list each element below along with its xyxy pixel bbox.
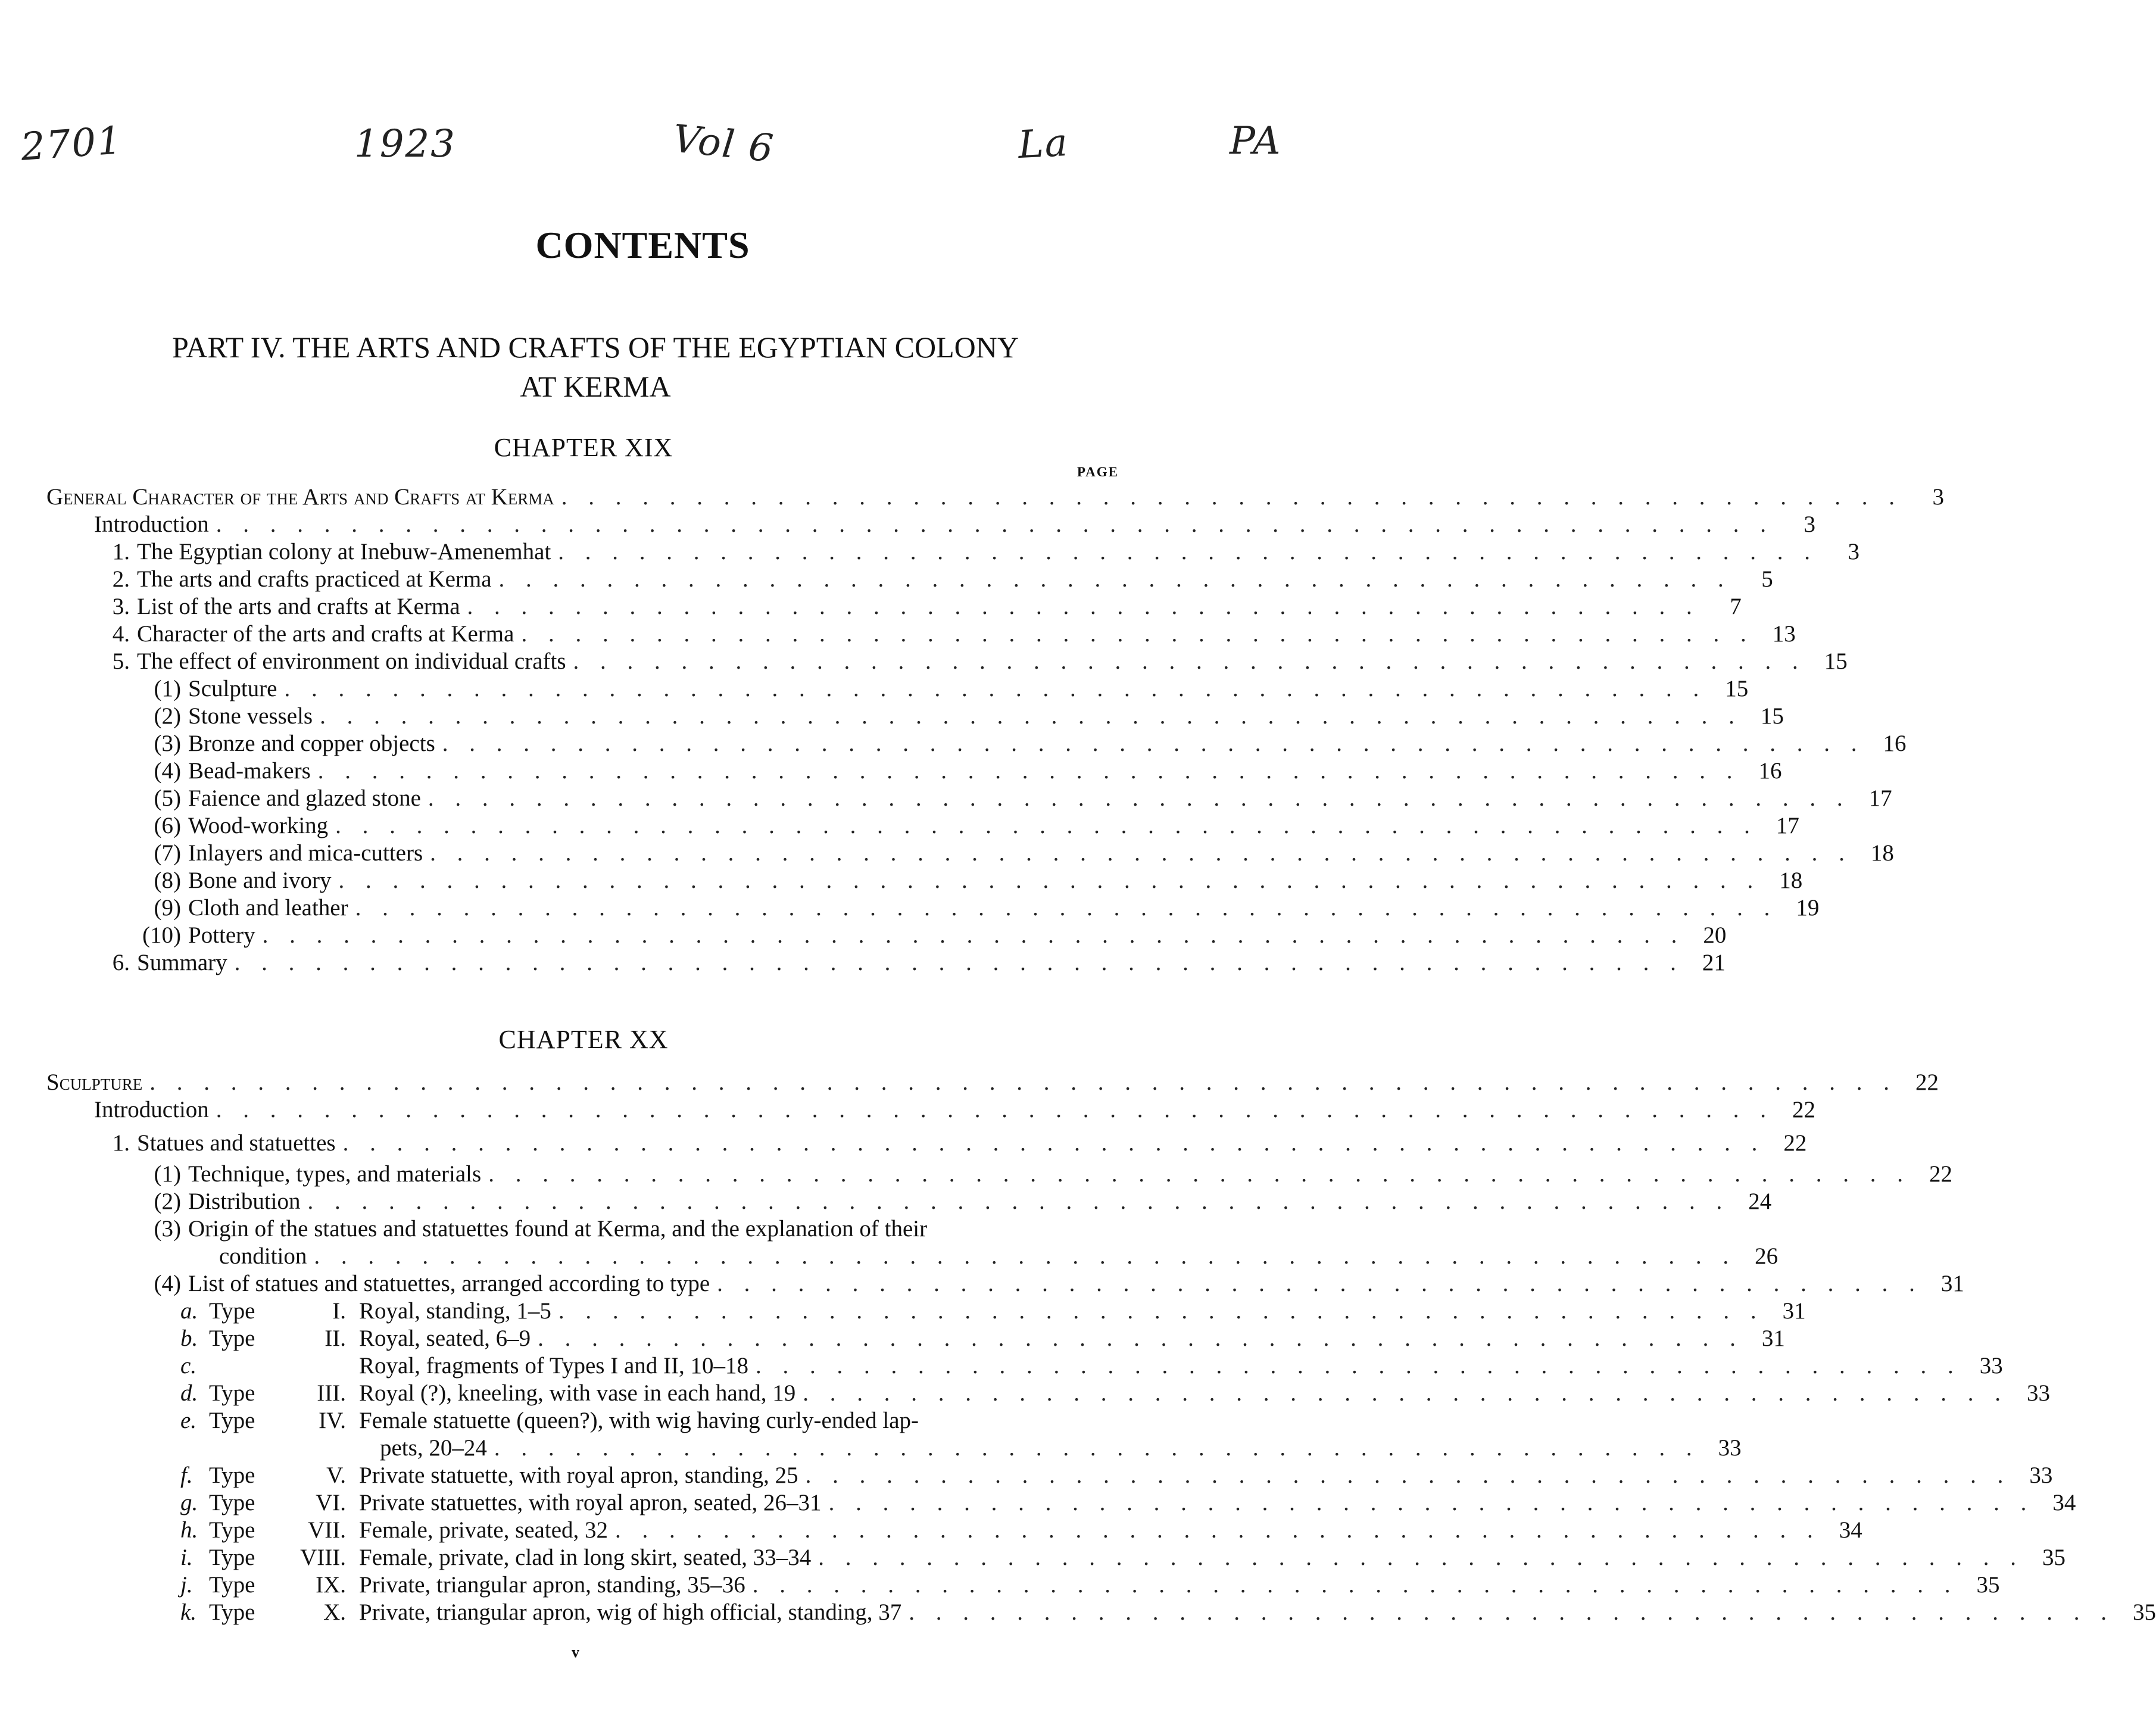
toc-entry[interactable]: 6. Summary . . . . . . . . . . . . . . . . . . . . . . . . . . . . . . . . . . . . . . . . . . . . . . . . . . . . . . 21 bbox=[46, 949, 1127, 977]
toc-entry[interactable]: (10) Pottery . . . . . . . . . . . . . . . . . . . . . . . . . . . . . . . . . . . . . . . . . . . . . . . . . . . . . 20 bbox=[46, 922, 1127, 949]
toc-page: 16 bbox=[1758, 758, 1782, 784]
toc-page: 17 bbox=[1868, 785, 1892, 811]
toc-number: (4) bbox=[154, 1271, 181, 1296]
toc-label: Private statuette, with royal apron, standing, 25 bbox=[359, 1462, 798, 1488]
toc-entry[interactable]: 2. The arts and crafts practiced at Kerma . . . . . . . . . . . . . . . . . . . . . . . . . . . . . . . . . . . . . . . . . . . . . . 5 bbox=[46, 566, 1127, 593]
toc-page: 15 bbox=[1725, 676, 1749, 701]
chapter-heading: CHAPTER XX bbox=[498, 1025, 669, 1054]
toc-page: 35 bbox=[1976, 1572, 2000, 1598]
toc-label: Sculpture bbox=[188, 676, 277, 701]
part-heading bbox=[60, 328, 1131, 406]
toc-type-word: Type bbox=[209, 1408, 255, 1433]
toc-type-word: Type bbox=[209, 1490, 255, 1515]
handwritten-volume: Vol 6 bbox=[670, 117, 776, 171]
toc-number: (4) bbox=[154, 758, 181, 784]
toc-type-word: Type bbox=[209, 1326, 255, 1351]
toc-entry[interactable]: (5) Faience and glazed stone . . . . . . . . . . . . . . . . . . . . . . . . . . . . . . . . . . . . . . . . . . . . . . . . . . . . . 17 bbox=[46, 785, 1127, 812]
toc-entry[interactable]: b. Type II. Royal, seated, 6–9 . . . . . . . . . . . . . . . . . . . . . . . . . . . . . . . . . . . . . . . . . . . . . 31 bbox=[180, 1326, 1785, 1351]
toc-type-word: Type bbox=[209, 1572, 255, 1598]
toc-label: Bead-makers bbox=[188, 758, 311, 784]
toc-page: 21 bbox=[1702, 950, 1726, 975]
toc-page: 5 bbox=[1761, 566, 1773, 592]
toc-number: 3. bbox=[112, 594, 130, 619]
toc-letter: g. bbox=[180, 1490, 198, 1515]
toc-label: Bone and ivory bbox=[188, 868, 332, 893]
toc-label: Private statuettes, with royal apron, seated, 26–31 bbox=[359, 1490, 822, 1515]
toc-entry[interactable]: g. Type VI. Private statuettes, with royal apron, seated, 26–31 . . . . . . . . . . . . . . . . . . . . . . . . . . . . . . . . . . . . . . . . . . . . . 34 bbox=[180, 1490, 2076, 1515]
toc-number: (1) bbox=[154, 1161, 181, 1187]
toc-number: (7) bbox=[154, 840, 181, 866]
part-heading-line2: AT KERMA bbox=[520, 370, 671, 403]
toc-type-number: X. bbox=[323, 1599, 346, 1625]
toc-page: 31 bbox=[1782, 1298, 1806, 1324]
toc-number: (8) bbox=[154, 868, 181, 893]
toc-page: 13 bbox=[1772, 621, 1796, 647]
handwritten-note: La bbox=[1017, 120, 1070, 168]
toc-number: (2) bbox=[154, 1189, 181, 1214]
toc-entry[interactable]: General Character of the Arts and Crafts at Kerma . . . . . . . . . . . . . . . . . . . . . . . . . . . . . . . . . . . . . . . . . . . . . . . . . . 3 bbox=[46, 484, 1945, 510]
page-title: CONTENTS bbox=[535, 224, 750, 266]
toc-page: 31 bbox=[1761, 1326, 1785, 1351]
toc-page: 35 bbox=[2042, 1545, 2065, 1570]
handwritten-note: 2701 bbox=[19, 118, 124, 170]
handwritten-year: 1923 bbox=[354, 122, 456, 166]
toc-entry[interactable]: (7) Inlayers and mica-cutters . . . . . . . . . . . . . . . . . . . . . . . . . . . . . . . . . . . . . . . . . . . . . . . . . . . . . 18 bbox=[46, 840, 1127, 867]
toc-number: (3) bbox=[154, 1216, 181, 1242]
toc-label: Private, triangular apron, standing, 35–36 bbox=[359, 1572, 745, 1598]
page-column-header: PAGE bbox=[1077, 464, 1119, 479]
toc-entry[interactable]: a. Type I. Royal, standing, 1–5 . . . . . . . . . . . . . . . . . . . . . . . . . . . . . . . . . . . . . . . . . . . . . 31 bbox=[180, 1298, 1806, 1324]
toc-label: Female statuette (queen?), with wig having curly-ended lap- bbox=[359, 1408, 919, 1433]
toc-entry[interactable]: i. Type VIII. Female, private, clad in long skirt, seated, 33–34 . . . . . . . . . . . . . . . . . . . . . . . . . . . . . . . . . . . . . . . . . . . . . 35 bbox=[180, 1545, 2065, 1570]
toc-type-number: II. bbox=[325, 1326, 346, 1351]
toc-label: Faience and glazed stone bbox=[188, 785, 421, 811]
toc-entry[interactable]: f. Type V. Private statuette, with royal apron, standing, 25 . . . . . . . . . . . . . . . . . . . . . . . . . . . . . . . . . . . . . . . . . . . . . 33 bbox=[180, 1462, 2053, 1488]
toc-number: 6. bbox=[112, 950, 130, 975]
toc-letter: k. bbox=[180, 1599, 197, 1625]
handwritten-note: PA bbox=[1230, 119, 1282, 163]
toc-label: General Character of the Arts and Crafts at Kerma bbox=[46, 484, 554, 510]
toc-label: Royal, standing, 1–5 bbox=[359, 1298, 551, 1324]
toc-letter: j. bbox=[180, 1572, 193, 1598]
toc-entry[interactable]: (1) Technique, types, and materials . . . . . . . . . . . . . . . . . . . . . . . . . . . . . . . . . . . . . . . . . . . . . . . . . . . . . 22 bbox=[46, 1161, 1127, 1188]
toc-page: 33 bbox=[2029, 1462, 2053, 1488]
toc-label: List of statues and statuettes, arranged according to type bbox=[188, 1271, 710, 1296]
toc-page: 18 bbox=[1870, 840, 1894, 866]
toc-chapter-19 bbox=[46, 484, 1945, 977]
toc-page: 20 bbox=[1703, 922, 1727, 948]
toc-page: 22 bbox=[1783, 1130, 1807, 1156]
toc-letter: h. bbox=[180, 1517, 198, 1543]
toc-entry[interactable]: c. Royal, fragments of Types I and II, 10–18 . . . . . . . . . . . . . . . . . . . . . . . . . . . . . . . . . . . . . . . . . . . . . 33 bbox=[180, 1353, 2003, 1379]
toc-entry[interactable]: (2) Distribution . . . . . . . . . . . . . . . . . . . . . . . . . . . . . . . . . . . . . . . . . . . . . . . . . . . . . 24 bbox=[46, 1188, 1127, 1215]
toc-page: 22 bbox=[1792, 1097, 1816, 1122]
toc-label: Bronze and copper objects bbox=[188, 731, 435, 756]
toc-type-word: Type bbox=[209, 1599, 255, 1625]
toc-entry[interactable]: (1) Sculpture . . . . . . . . . . . . . . . . . . . . . . . . . . . . . . . . . . . . . . . . . . . . . . . . . . . . . 15 bbox=[46, 675, 1127, 703]
toc-entry[interactable]: 1. The Egyptian colony at Inebuw-Amenemhat . . . . . . . . . . . . . . . . . . . . . . . . . . . . . . . . . . . . . . . . . . . . . . . 3 bbox=[46, 538, 1127, 566]
toc-type-number: VII. bbox=[308, 1517, 346, 1543]
toc-label: Introduction bbox=[94, 1097, 209, 1122]
toc-page: 33 bbox=[2026, 1380, 2050, 1406]
toc-label: Technique, types, and materials bbox=[188, 1161, 482, 1187]
toc-number: 1. bbox=[112, 539, 130, 565]
toc-letter: b. bbox=[180, 1326, 198, 1351]
toc-page: 15 bbox=[1824, 648, 1848, 674]
toc-number: (2) bbox=[154, 703, 181, 729]
toc-label: Female, private, seated, 32 bbox=[359, 1517, 609, 1543]
toc-number: (3) bbox=[154, 731, 181, 756]
toc-entry-continuation[interactable]: pets, 20–24 . . . . . . . . . . . . . . . . . . . . . . . . . . . . . . . . . . . . . . . . . . . . . 33 bbox=[380, 1435, 1742, 1461]
toc-entry[interactable]: (2) Stone vessels . . . . . . . . . . . . . . . . . . . . . . . . . . . . . . . . . . . . . . . . . . . . . . . . . . . . . 15 bbox=[46, 703, 1127, 730]
toc-number: (5) bbox=[154, 785, 181, 811]
toc-label: Distribution bbox=[188, 1189, 301, 1214]
toc-type-word: Type bbox=[209, 1462, 255, 1488]
toc-label: Female, private, clad in long skirt, seated, 33–34 bbox=[359, 1545, 812, 1570]
toc-entry[interactable]: Introduction . . . . . . . . . . . . . . . . . . . . . . . . . . . . . . . . . . . . . . . . . . . . . . . . . . . . . . . . . . 22 bbox=[94, 1097, 1816, 1122]
toc-entry[interactable]: (6) Wood-working . . . . . . . . . . . . . . . . . . . . . . . . . . . . . . . . . . . . . . . . . . . . . . . . . . . . . 17 bbox=[46, 812, 1127, 840]
toc-page: 35 bbox=[2133, 1599, 2156, 1625]
toc-chapter-20 bbox=[46, 1069, 2156, 1626]
page-number-mark: v bbox=[572, 1643, 579, 1661]
toc-number: (6) bbox=[154, 813, 181, 838]
toc-entry-continuation[interactable]: condition . . . . . . . . . . . . . . . . . . . . . . . . . . . . . . . . . . . . . . . . . . . . . . . . . . . . . 26 bbox=[219, 1243, 1779, 1269]
toc-label: Royal (?), kneeling, with vase in each hand, 19 bbox=[359, 1380, 796, 1406]
toc-entry[interactable]: k. Type X. Private, triangular apron, wig of high official, standing, 37 . . . . . . . . . . . . . . . . . . . . . . . . . . . . . . . . . . . . . . . . . . . . . 35 bbox=[180, 1599, 2156, 1625]
toc-entry[interactable]: (4) List of statues and statuettes, arranged according to type . . . . . . . . . . . . . . . . . . . . . . . . . . . . . . . . . . . . . . . . . . . . . 31 bbox=[46, 1270, 1127, 1298]
toc-number: 2. bbox=[112, 566, 130, 592]
toc-label: Introduction bbox=[94, 512, 209, 537]
toc-type-number: VI. bbox=[316, 1490, 346, 1515]
toc-number: (10) bbox=[142, 922, 181, 948]
toc-label: pets, 20–24 bbox=[380, 1435, 487, 1461]
toc-page: 33 bbox=[1718, 1435, 1742, 1461]
toc-number: 4. bbox=[112, 621, 130, 647]
toc-page: 19 bbox=[1796, 895, 1820, 921]
toc-page: 31 bbox=[1940, 1271, 1964, 1296]
toc-entry[interactable]: Sculpture . . . . . . . . . . . . . . . . . . . . . . . . . . . . . . . . . . . . . . . . . . . . . . . . . . . . . . . . . . . . . . . . . 22 bbox=[46, 1069, 1939, 1095]
toc-label: Wood-working bbox=[188, 813, 329, 838]
toc-page: 34 bbox=[1839, 1517, 1862, 1543]
toc-type-word: Type bbox=[209, 1517, 255, 1543]
toc-page: 24 bbox=[1748, 1189, 1772, 1214]
toc-page: 7 bbox=[1730, 594, 1742, 619]
toc-page: 34 bbox=[2052, 1490, 2076, 1515]
toc-entry[interactable] bbox=[46, 1407, 1127, 1434]
toc-entry[interactable]: 1. Statues and statuettes . . . . . . . . . . . . . . . . . . . . . . . . . . . . . . . . . . . . . . . . . . . . . . . . . . . . . 22 bbox=[46, 1130, 1127, 1161]
toc-label: Origin of the statues and statuettes found at Kerma, and the explanation of their bbox=[188, 1216, 928, 1242]
toc-letter: i. bbox=[180, 1545, 193, 1570]
toc-entry[interactable]: 4. Character of the arts and crafts at Kerma . . . . . . . . . . . . . . . . . . . . . . . . . . . . . . . . . . . . . . . . . . . . . . 13 bbox=[46, 620, 1127, 648]
toc-letter: c. bbox=[180, 1353, 197, 1379]
toc-label: Royal, fragments of Types I and II, 10–18 bbox=[359, 1353, 748, 1379]
toc-label: Character of the arts and crafts at Kerma bbox=[137, 621, 514, 647]
toc-type-number: IV. bbox=[319, 1408, 346, 1433]
toc-number: 5. bbox=[112, 648, 130, 674]
toc-label: The Egyptian colony at Inebuw-Amenemhat bbox=[137, 539, 551, 565]
toc-label: The effect of environment on individual crafts bbox=[137, 648, 566, 674]
toc-label: Inlayers and mica-cutters bbox=[188, 840, 423, 866]
toc-letter: e. bbox=[180, 1408, 197, 1433]
toc-type-number: I. bbox=[332, 1298, 346, 1324]
toc-entry[interactable]: d. Type III. Royal (?), kneeling, with vase in each hand, 19 . . . . . . . . . . . . . . . . . . . . . . . . . . . . . . . . . . . . . . . . . . . . . 33 bbox=[180, 1380, 2050, 1406]
toc-entry[interactable]: (4) Bead-makers . . . . . . . . . . . . . . . . . . . . . . . . . . . . . . . . . . . . . . . . . . . . . . . . . . . . . 16 bbox=[46, 757, 1127, 785]
toc-type-number: VIII. bbox=[300, 1545, 346, 1570]
part-heading-line1: PART IV. THE ARTS AND CRAFTS OF THE EGYPTIAN COLONY bbox=[172, 330, 1019, 364]
toc-type-word: Type bbox=[209, 1380, 255, 1406]
toc-page: 3 bbox=[1804, 512, 1816, 537]
toc-label: Sculpture bbox=[46, 1069, 143, 1095]
toc-label: Summary bbox=[137, 950, 227, 975]
toc-entry[interactable]: 5. The effect of environment on individual crafts . . . . . . . . . . . . . . . . . . . . . . . . . . . . . . . . . . . . . . . . . . . . . . 15 bbox=[46, 648, 1127, 675]
toc-entry[interactable]: h. Type VII. Female, private, seated, 32 . . . . . . . . . . . . . . . . . . . . . . . . . . . . . . . . . . . . . . . . . . . . . 34 bbox=[180, 1517, 1862, 1543]
toc-entry[interactable]: (8) Bone and ivory . . . . . . . . . . . . . . . . . . . . . . . . . . . . . . . . . . . . . . . . . . . . . . . . . . . . . 18 bbox=[46, 867, 1127, 894]
toc-entry[interactable]: 3. List of the arts and crafts at Kerma . . . . . . . . . . . . . . . . . . . . . . . . . . . . . . . . . . . . . . . . . . . . . . 7 bbox=[46, 593, 1127, 620]
toc-type-word: Type bbox=[209, 1545, 255, 1570]
toc-page: 22 bbox=[1929, 1161, 1952, 1187]
toc-number: (9) bbox=[154, 895, 181, 921]
toc-page: 33 bbox=[1979, 1353, 2003, 1379]
toc-type-word: Type bbox=[209, 1298, 255, 1324]
toc-label: Private, triangular apron, wig of high official, standing, 37 bbox=[359, 1599, 902, 1625]
toc-label: The arts and crafts practiced at Kerma bbox=[137, 566, 492, 592]
toc-entry[interactable] bbox=[46, 1215, 1127, 1243]
toc-type-number: III. bbox=[317, 1380, 346, 1406]
toc-letter: a. bbox=[180, 1298, 198, 1324]
toc-label: condition bbox=[219, 1243, 307, 1269]
toc-label: Pottery bbox=[188, 922, 255, 948]
toc-label: Stone vessels bbox=[188, 703, 313, 729]
toc-letter: f. bbox=[180, 1462, 193, 1488]
toc-page: 3 bbox=[1932, 484, 1945, 510]
toc-label: Statues and statuettes bbox=[137, 1130, 336, 1156]
toc-page: 16 bbox=[1883, 731, 1907, 756]
toc-page: 15 bbox=[1760, 703, 1784, 729]
toc-label: Royal, seated, 6–9 bbox=[359, 1326, 531, 1351]
toc-label: Cloth and leather bbox=[188, 895, 348, 921]
toc-type-number: IX. bbox=[316, 1572, 346, 1598]
toc-entry[interactable]: (3) Bronze and copper objects . . . . . . . . . . . . . . . . . . . . . . . . . . . . . . . . . . . . . . . . . . . . . . . . . . . . . 16 bbox=[46, 730, 1127, 757]
toc-page: 22 bbox=[1915, 1069, 1939, 1095]
toc-number: 1. bbox=[112, 1130, 130, 1156]
toc-type-number: V. bbox=[326, 1462, 346, 1488]
toc-page: 18 bbox=[1779, 868, 1803, 893]
toc-page: 26 bbox=[1755, 1243, 1779, 1269]
toc-entry[interactable]: j. Type IX. Private, triangular apron, standing, 35–36 . . . . . . . . . . . . . . . . . . . . . . . . . . . . . . . . . . . . . . . . . . . . . 35 bbox=[180, 1572, 2000, 1598]
toc-page: 17 bbox=[1776, 813, 1799, 838]
toc-number: (1) bbox=[154, 676, 181, 701]
toc-page: 3 bbox=[1848, 539, 1860, 565]
toc-entry[interactable]: (9) Cloth and leather . . . . . . . . . . . . . . . . . . . . . . . . . . . . . . . . . . . . . . . . . . . . . . . . . . . . . 19 bbox=[46, 894, 1127, 922]
toc-label: List of the arts and crafts at Kerma bbox=[137, 594, 460, 619]
toc-letter: d. bbox=[180, 1380, 198, 1406]
chapter-heading: CHAPTER XIX bbox=[494, 433, 673, 462]
toc-entry[interactable]: Introduction . . . . . . . . . . . . . . . . . . . . . . . . . . . . . . . . . . . . . . . . . . . . . . . . . . . . . . . . . . 3 bbox=[94, 512, 1816, 537]
